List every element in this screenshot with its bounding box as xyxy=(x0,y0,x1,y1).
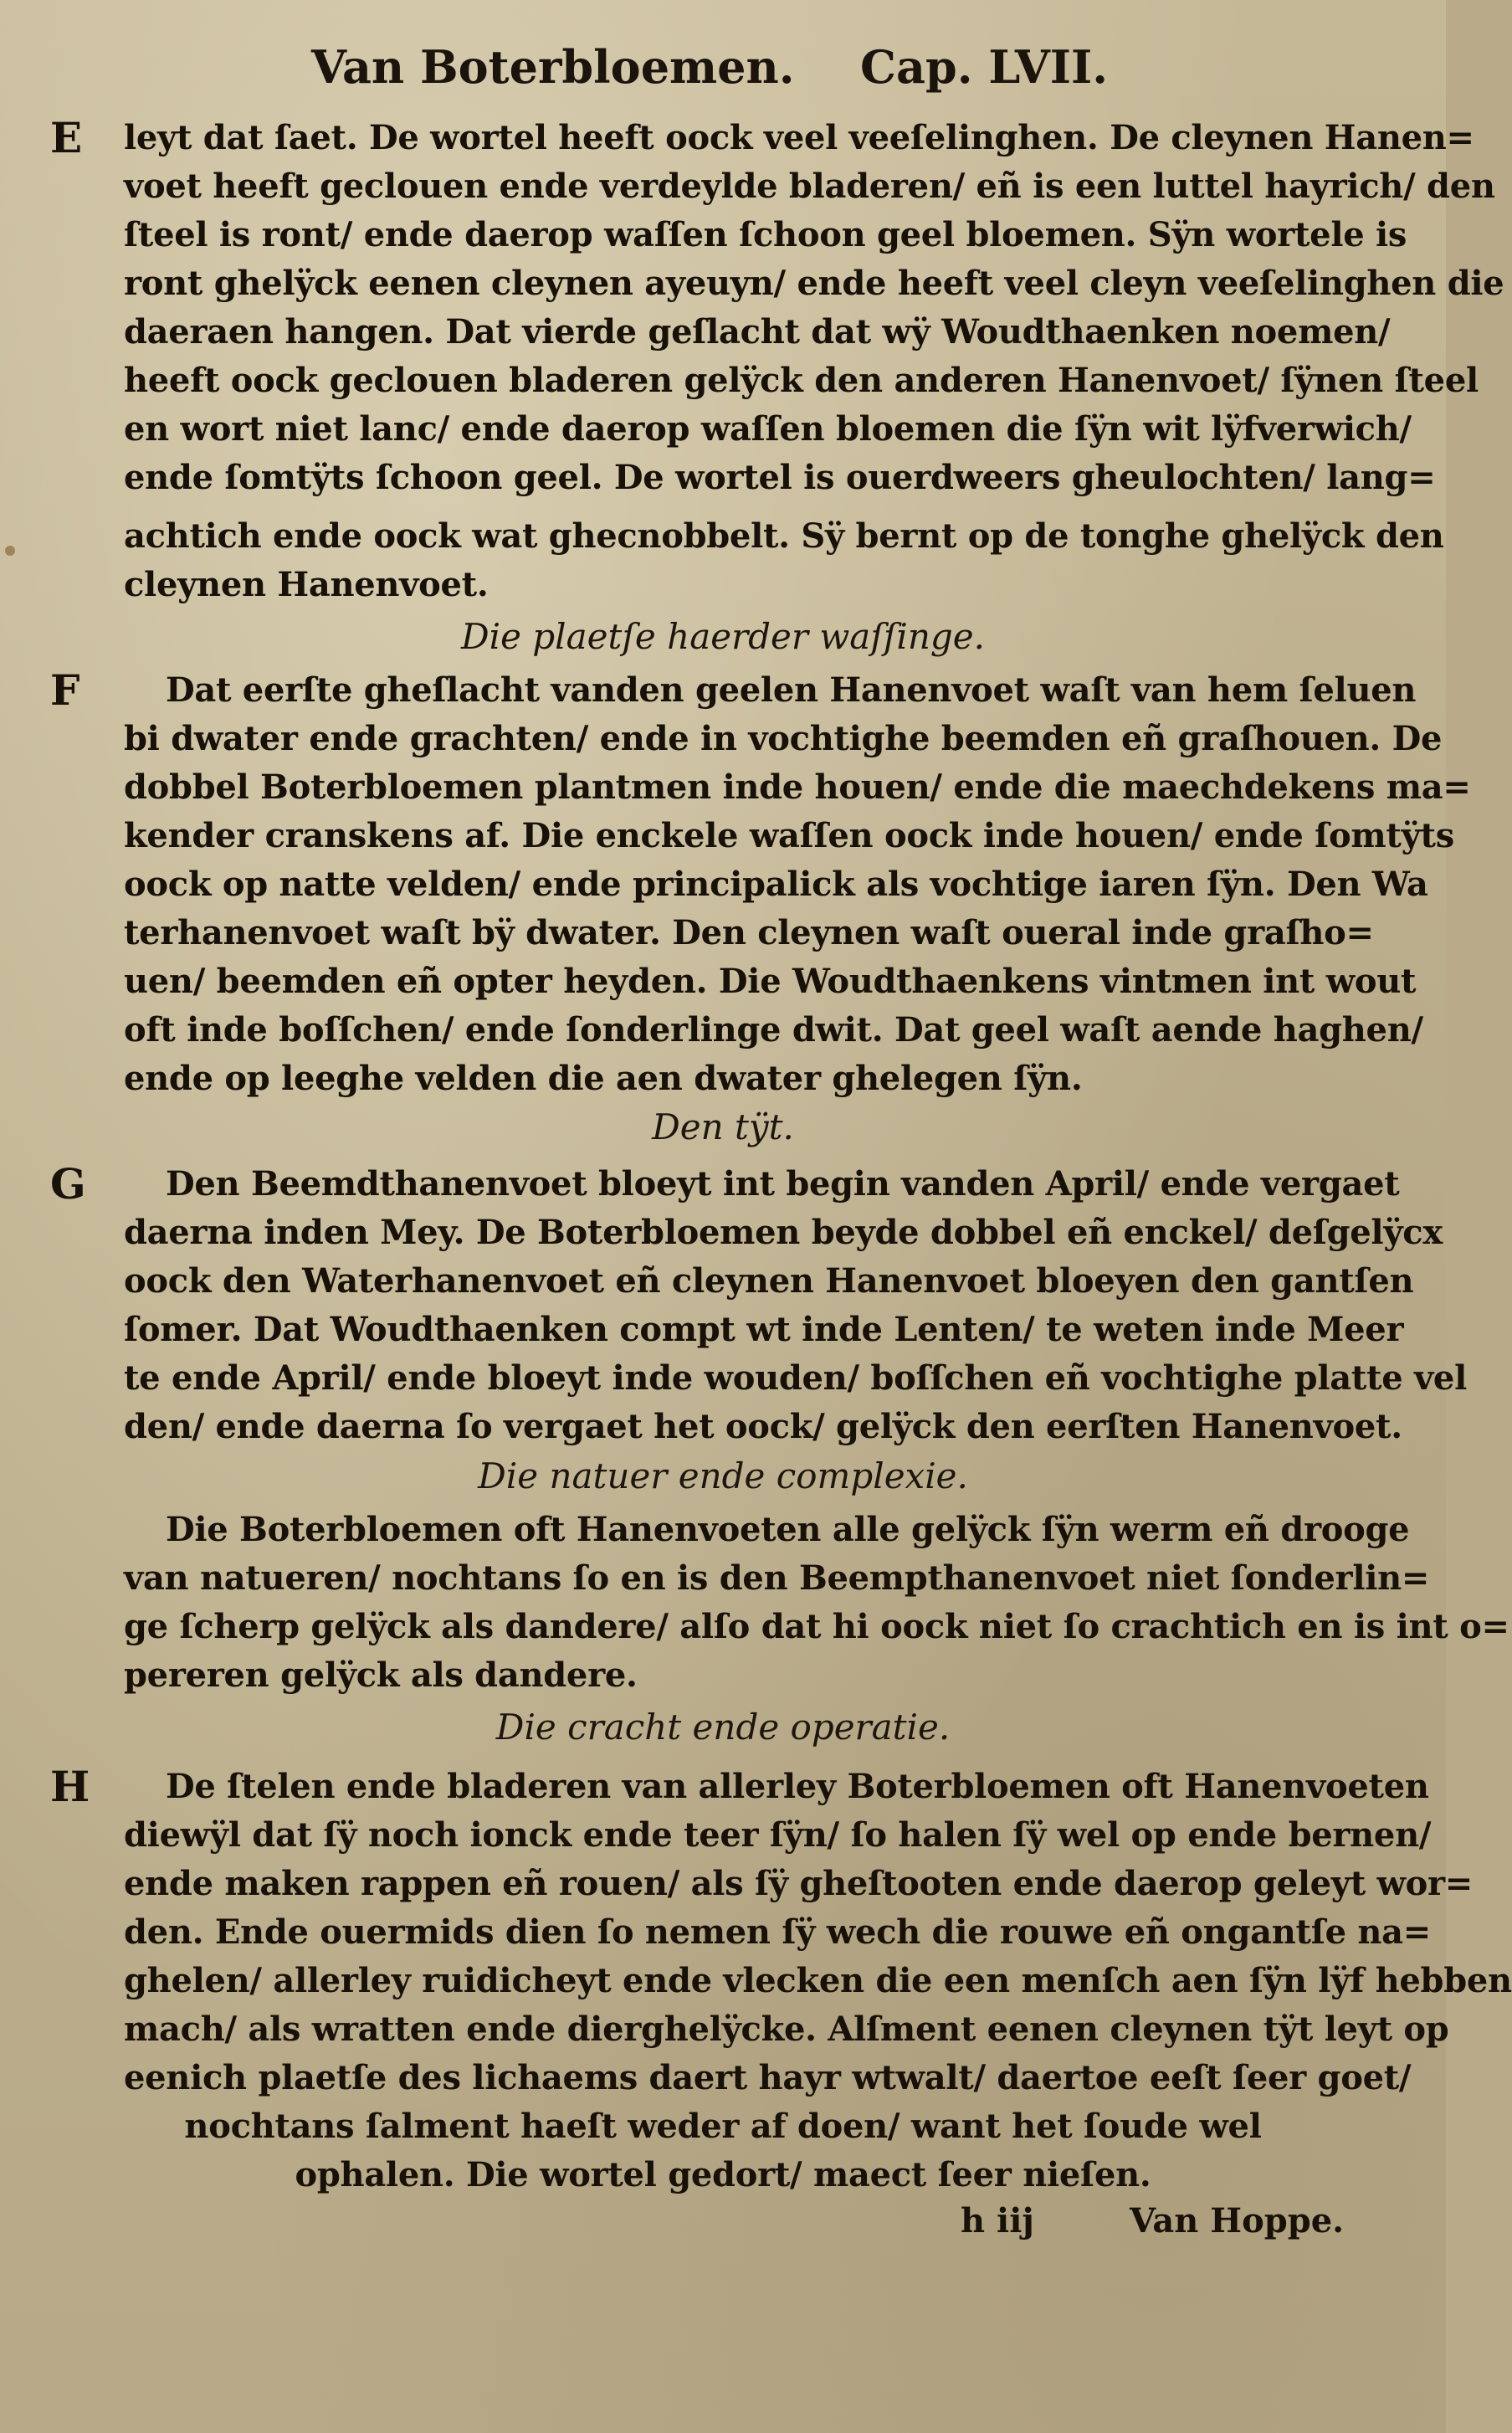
text-line: daeraen hangen. Dat vierde geſlacht dat wÿ Woudthaenken noemen/ xyxy=(124,312,1391,352)
section-heading-plaetse: Die plaetſe haerder waſſinge. xyxy=(460,616,985,657)
text-line: daerna inden Mey. De Boterbloemen beyde dobbel eñ enckel/ deſgelÿcx xyxy=(124,1213,1443,1252)
section-marker-g: G xyxy=(50,1159,86,1209)
text-line: voet heeft geclouen ende verdeylde bladeren/ eñ is een luttel hayrich/ den xyxy=(124,167,1495,206)
text-line: eenich plaetſe des lichaems daert hayr wtwalt/ daertoe eeſt ſeer goet/ xyxy=(124,2058,1412,2097)
section-heading-natuer: Die natuer ende complexie. xyxy=(478,1455,968,1496)
text-line: kender cranskens af. Die enckele waſſen oock inde houen/ ende ſomtÿts xyxy=(124,816,1454,855)
running-head xyxy=(0,40,1446,107)
text-line: Dat eerſte gheſlacht vanden geelen Hanenvoet waſt van hem ſeluen xyxy=(166,670,1417,710)
text-line: diewÿl dat ſÿ noch ionck ende teer ſÿn/ ſo halen ſÿ wel op ende bernen/ xyxy=(124,1815,1432,1855)
text-line: nochtans ſalment haeſt weder af doen/ want het ſoude wel xyxy=(184,2107,1262,2146)
text-line: leyt dat ſaet. De wortel heeft oock veel veeſelinghen. De cleynen Hanen= xyxy=(124,118,1474,157)
section-marker-h: H xyxy=(50,1762,90,1811)
section-marker-f: F xyxy=(50,665,80,715)
text-line: ſteel is ront/ ende daerop waſſen ſchoon geel bloemen. Sÿn wortele is xyxy=(124,215,1407,254)
section-marker-e: E xyxy=(50,113,83,162)
signature-mark: h iij xyxy=(961,2201,1034,2241)
text-line: De ſtelen ende bladeren van allerley Boterbloemen oft Hanenvoeten xyxy=(166,1767,1429,1806)
running-head-chapter: Cap. LVII. xyxy=(860,40,1109,94)
text-line: te ende April/ ende bloeyt inde wouden/ boſſchen eñ vochtighe platte vel xyxy=(124,1358,1467,1398)
catchword: Van Hoppe. xyxy=(1130,2201,1345,2241)
text-line: ophalen. Die wortel gedort/ maect ſeer nieſen. xyxy=(295,2155,1151,2194)
text-line: ende maken rappen eñ rouen/ als ſÿ gheſtooten ende daerop geleyt wor= xyxy=(124,1864,1474,1903)
text-line: oft inde boſſchen/ ende ſonderlinge dwit. Dat geel waſt aende haghen/ xyxy=(124,1010,1423,1050)
section-heading-cracht: Die cracht ende operatie. xyxy=(495,1707,951,1748)
text-line: Die Boterbloemen oft Hanenvoeten alle gelÿck ſÿn werm eñ drooge xyxy=(166,1510,1410,1549)
text-line: ende ſomtÿts ſchoon geel. De wortel is ouerdweers gheulochten/ lang= xyxy=(124,458,1436,497)
text-line: en wort niet lanc/ ende daerop waſſen bloemen die ſÿn wit lÿfverwich/ xyxy=(124,409,1412,449)
text-line: ghelen/ allerley ruidicheyt ende vlecken die een menſch aen ſÿn lÿf hebben xyxy=(124,1961,1512,2000)
text-line: ende op leeghe velden die aen dwater ghelegen ſÿn. xyxy=(124,1059,1083,1098)
text-line: pereren gelÿck als dandere. xyxy=(124,1655,638,1695)
text-line: ge ſcherp gelÿck als dandere/ alſo dat hi oock niet ſo crachtich en is int o= xyxy=(124,1607,1509,1646)
text-line: oock den Waterhanenvoet eñ cleynen Hanenvoet bloeyen den gantſen xyxy=(124,1261,1414,1301)
page-stain xyxy=(5,546,15,556)
text-line: cleynen Hanenvoet. xyxy=(124,565,489,604)
text-line: oock op natte velden/ ende principalick als vochtige iaren ſÿn. Den Wa xyxy=(124,865,1428,904)
text-line: dobbel Boterbloemen plantmen inde houen/ ende die maechdekens ma= xyxy=(124,767,1471,807)
text-line: den. Ende ouermids dien ſo nemen ſÿ wech die rouwe eñ ongantſe na= xyxy=(124,1912,1431,1952)
text-line: ront ghelÿck eenen cleynen ayeuyn/ ende heeft veel cleyn veeſelinghen die xyxy=(124,264,1504,303)
text-line: heeft oock geclouen bladeren gelÿck den anderen Hanenvoet/ ſÿnen ſteel xyxy=(124,361,1479,400)
text-line: Den Beemdthanenvoet bloeyt int begin vanden April/ ende vergaet xyxy=(166,1164,1400,1204)
text-line: mach/ als wratten ende dierghelÿcke. Alſment eenen cleynen tÿt leyt op xyxy=(124,2010,1449,2049)
text-line: uen/ beemden eñ opter heyden. Die Woudthaenkens vintmen int wout xyxy=(124,962,1417,1001)
section-heading-tijt: Den tÿt. xyxy=(652,1106,794,1147)
text-line: den/ ende daerna ſo vergaet het oock/ gelÿck den eerſten Hanenvoet. xyxy=(124,1407,1402,1446)
text-line: terhanenvoet waſt bÿ dwater. Den cleynen waſt oueral inde graſho= xyxy=(124,913,1374,952)
running-head-title: Van Boterbloemen. xyxy=(311,40,795,94)
text-line: van natueren/ nochtans ſo en is den Beempthanenvoet niet ſonderlin= xyxy=(124,1558,1430,1598)
text-line: achtich ende oock wat ghecnobbelt. Sÿ bernt op de tonghe ghelÿck den xyxy=(124,516,1444,556)
text-line: bi dwater ende grachten/ ende in vochtighe beemden eñ graſhouen. De xyxy=(124,719,1443,758)
text-line: ſomer. Dat Woudthaenken compt wt inde Lenten/ te weten inde Meer xyxy=(124,1310,1404,1349)
